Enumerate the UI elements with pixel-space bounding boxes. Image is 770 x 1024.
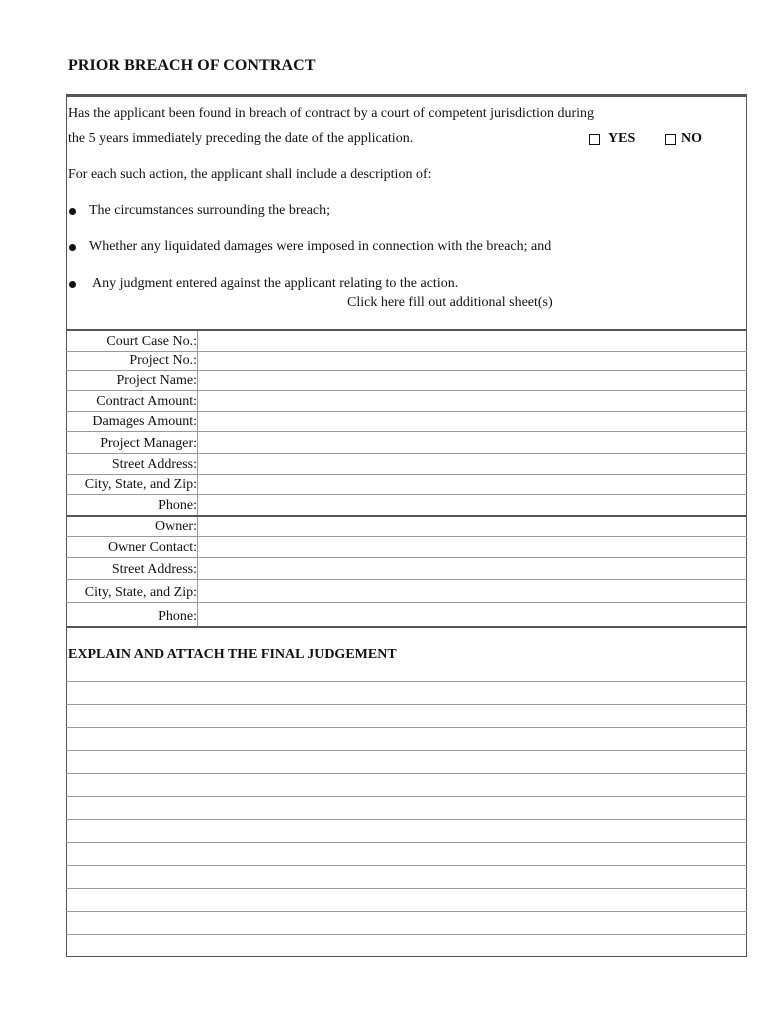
no-label: NO (681, 131, 702, 146)
writing-line[interactable] (66, 773, 747, 774)
yes-checkbox[interactable] (589, 134, 600, 145)
writing-line[interactable] (66, 842, 747, 843)
bullet-item-2: Whether any liquidated damages were imposed in connection with the breach; and (89, 239, 552, 254)
question-line-1: Has the applicant been found in breach of contract by a court of competent jurisdiction during (68, 106, 594, 121)
field-row-owner-street-address[interactable] (66, 557, 747, 579)
field-row-owner[interactable] (66, 517, 747, 536)
field-row-owner-city-state-zip[interactable] (66, 579, 747, 602)
field-label: Owner Contact: (107, 540, 197, 555)
field-row-project-manager[interactable] (66, 431, 747, 453)
field-row-owner-phone[interactable] (66, 602, 747, 626)
field-row-contract-amount[interactable] (66, 390, 747, 411)
writing-line[interactable] (66, 819, 747, 820)
field-row-owner-contact[interactable] (66, 536, 747, 557)
writing-line[interactable] (66, 681, 747, 682)
field-label: Court Case No.: (106, 334, 197, 349)
field-label: Project Name: (116, 373, 197, 388)
no-checkbox[interactable] (665, 134, 676, 145)
bullet-dot-icon (69, 244, 76, 251)
field-label: Street Address: (111, 562, 197, 577)
field-label: Project No.: (129, 353, 197, 368)
field-label: Contract Amount: (96, 394, 197, 409)
field-label: City, State, and Zip: (84, 585, 197, 600)
writing-line[interactable] (66, 888, 747, 889)
field-row-street-address[interactable] (66, 453, 747, 474)
writing-line[interactable] (66, 865, 747, 866)
field-label: City, State, and Zip: (84, 477, 197, 492)
field-label: Project Manager: (100, 436, 197, 451)
writing-line[interactable] (66, 796, 747, 797)
field-label: Street Address: (111, 457, 197, 472)
writing-line[interactable] (66, 704, 747, 705)
field-label: Owner: (155, 519, 197, 534)
field-row-damages-amount[interactable] (66, 411, 747, 431)
instructions-text: For each such action, the applicant shall include a description of: (68, 167, 432, 182)
field-row-phone[interactable] (66, 494, 747, 515)
field-label: Damages Amount: (92, 414, 197, 429)
bullet-item-1: The circumstances surrounding the breach; (89, 203, 331, 218)
field-row-city-state-zip[interactable] (66, 474, 747, 494)
field-row-project-no[interactable] (66, 351, 747, 370)
yes-label: YES (608, 131, 636, 146)
field-row-court-case[interactable] (66, 331, 747, 351)
writing-line[interactable] (66, 750, 747, 751)
field-label: Phone: (158, 609, 197, 624)
writing-line[interactable] (66, 911, 747, 912)
writing-line[interactable] (66, 727, 747, 728)
additional-sheets-link[interactable]: Click here fill out additional sheet(s) (347, 295, 553, 310)
bullet-dot-icon (69, 208, 76, 215)
question-line-2: the 5 years immediately preceding the date of the application. (68, 131, 414, 146)
field-label: Phone: (158, 498, 197, 513)
bullet-item-3: Any judgment entered against the applicant relating to the action. (92, 276, 459, 291)
explain-section-divider (66, 626, 747, 628)
writing-line[interactable] (66, 934, 747, 935)
field-row-project-name[interactable] (66, 370, 747, 390)
page-title: PRIOR BREACH OF CONTRACT (68, 57, 316, 74)
explain-heading: EXPLAIN AND ATTACH THE FINAL JUDGEMENT (68, 647, 397, 662)
bullet-dot-icon (69, 281, 76, 288)
